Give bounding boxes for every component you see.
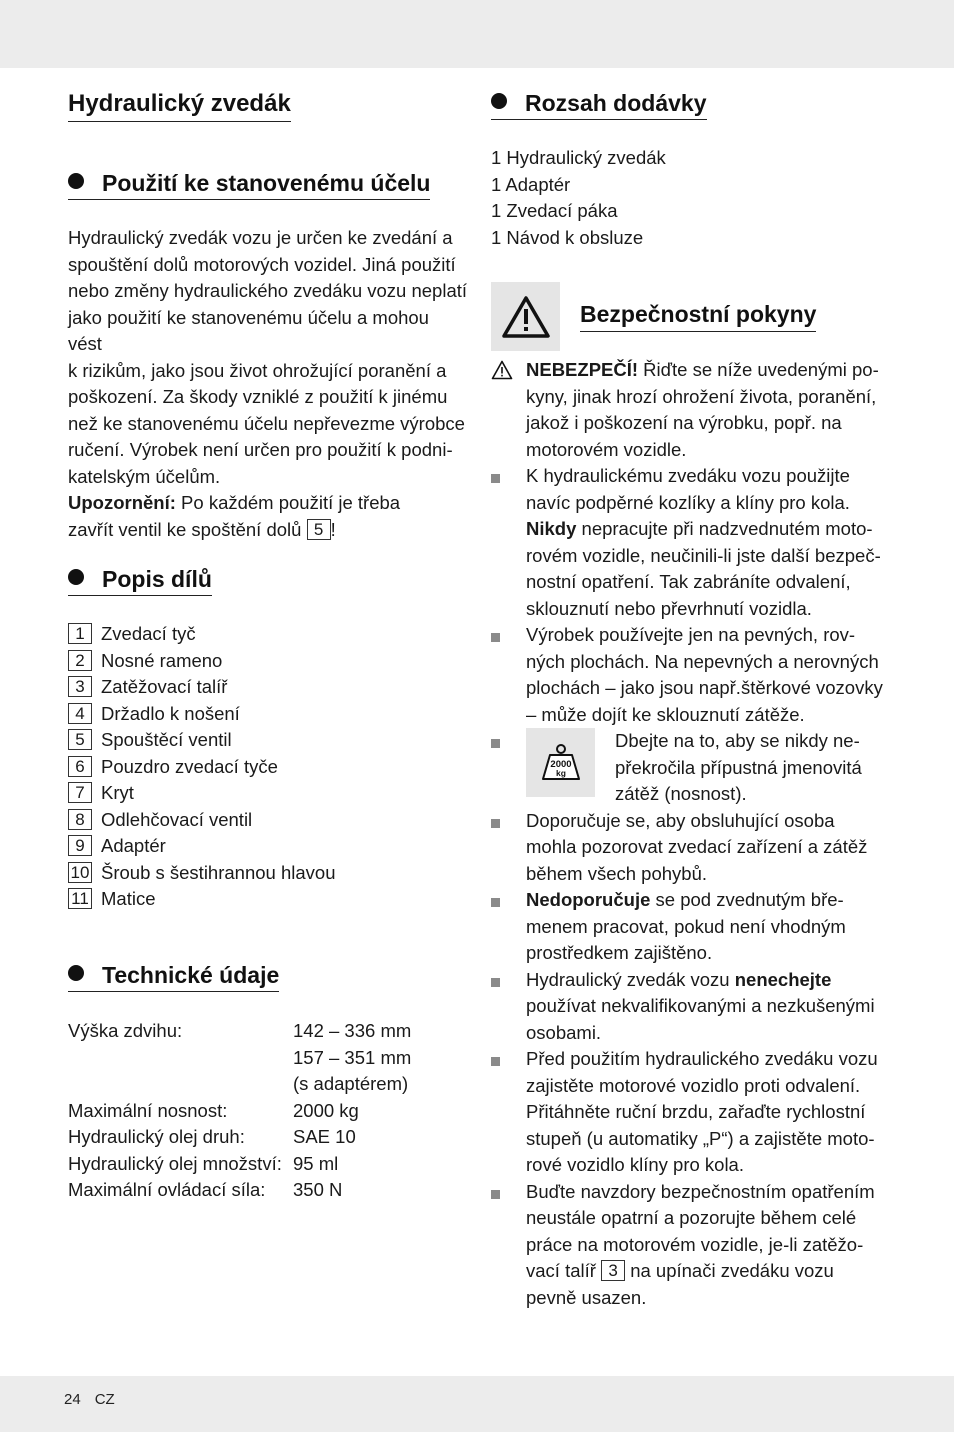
list-item: 2 Nosné rameno (68, 648, 335, 675)
weight-2000kg-icon (526, 728, 595, 797)
list-item: Výrobek používejte jen na pevných, rov- ných plochách. Na nepevných a nerovných plochách – jako jsou např.štěrkové vozovky – může dojít ke sklouznutí zátěže. (491, 622, 891, 728)
square-bullet-icon (491, 1190, 500, 1199)
warning-small-icon (491, 360, 513, 380)
bottom-band (0, 1376, 954, 1432)
list-item: 3 Zatěžovací talíř (68, 674, 335, 701)
list-item: 4 Držadlo k nošení (68, 701, 335, 728)
list-item: 1 Návod k obsluze (491, 226, 644, 248)
list-item: 11 Matice (68, 886, 335, 913)
safety-list (491, 357, 891, 1311)
page-title: Hydraulický zvedák (68, 90, 291, 122)
top-band (0, 0, 954, 68)
list-item: Buďte navzdory bezpečnostním opatřením neustále opatrní a pozorujte během celé práce na motorovém vozidle, je-li zatěžo- vací talíř 3 na upínači zvedáku vozu pevně usazen. (491, 1179, 891, 1312)
square-bullet-icon (491, 633, 500, 642)
list-item: Doporučuje se, aby obsluhující osoba mohla pozorovat zvedací zařízení a zátěž během všech pohybů. (491, 808, 891, 888)
table-row: Maximální nosnost: 2000 kg (68, 1099, 359, 1121)
svg-text:kg: kg (555, 767, 566, 778)
table-row: Hydraulický olej druh: SAE 10 (68, 1126, 356, 1147)
list-item: 7 Kryt (68, 780, 335, 807)
list-item: 1 Hydraulický zvedák (491, 147, 666, 168)
table-row: Maximální ovládací síla: 350 N (68, 1179, 343, 1200)
list-item: Hydraulický zvedák vozu nenechejte používat nekvalifikovanými a nezkušenými osobami. (491, 967, 891, 1047)
tech-table (68, 1018, 460, 1204)
safety-header (491, 282, 816, 351)
list-item: 6 Pouzdro zvedací tyče (68, 754, 335, 781)
usage-heading: Použití ke stanovenému účelu (68, 170, 430, 200)
usage-note: Upozornění: Po každém použití je třeba (68, 492, 401, 513)
safety-heading: Bezpečnostní pokyny (580, 301, 816, 331)
list-item: 1 Zvedací páka (491, 200, 618, 221)
bullet-icon (68, 173, 84, 189)
table-row: Výška zdvihu: 142 – 336 mm (68, 1020, 412, 1041)
list-item: 10 Šroub s šestihrannou hlavou (68, 860, 335, 887)
page-number: 24 (64, 1391, 81, 1408)
table-row: Hydraulický olej množství: 95 ml (68, 1152, 339, 1174)
square-bullet-icon (491, 978, 500, 987)
parts-heading: Popis dílů (68, 566, 212, 596)
bullet-icon (68, 965, 84, 981)
delivery-list (491, 145, 666, 251)
svg-text:2000: 2000 (549, 758, 572, 770)
table-row: 157 – 351 mm (293, 1046, 412, 1068)
list-item: Před použitím hydraulického zvedáku vozu zajistěte motorové vozidlo proti odvalení. Přitáhněte ruční brzdu, zařaďte rychlostní stupeň (u automatiky „P“) a zajistěte moto- rové vozidlo klíny pro kola. (491, 1046, 891, 1179)
square-bullet-icon (491, 819, 500, 828)
list-item: 2000 kg Dbejte na to, aby se nikdy ne- překročila přípustná jmenovitá zátěž (nosnost). (491, 728, 891, 808)
table-row: (s adaptérem) (293, 1073, 409, 1094)
warning-triangle-icon (491, 282, 560, 351)
language-code: CZ (94, 1391, 115, 1408)
tech-heading: Technické údaje (68, 962, 279, 992)
bullet-icon (68, 569, 84, 585)
bullet-icon (491, 93, 507, 109)
list-item: 5 Spouštěcí ventil (68, 727, 335, 754)
list-item: 1 Zvedací tyč (68, 621, 335, 648)
list-item: 9 Adaptér (68, 833, 335, 860)
list-item: K hydraulickému zvedáku vozu použijte navíc podpěrné kozlíky a klíny pro kola. Nikdy nepracujte při nadzvednutém moto- rovém vozidle, neučinili-li jste další bezpeč- nostní opatření. Tak zabráníte odvalení, sklouznutí nebo převrhnutí vozidla. (491, 463, 891, 622)
list-item: 8 Odlehčovací ventil (68, 807, 335, 834)
part-ref-box: 3 (601, 1260, 625, 1281)
delivery-heading: Rozsah dodávky (491, 90, 707, 120)
part-ref-box: 5 (307, 519, 331, 540)
square-bullet-icon (491, 898, 500, 907)
danger-notice: NEBEZPEČÍ! Řiďte se níže uvedenými po- kyny, jinak hrozí ohrožení života, poranění, jakož i poškození na výrobku, popř. na motorovém vozidle. (491, 357, 891, 463)
usage-text: Hydraulický zvedák vozu je určen ke zvedání a spouštění dolů motorových vozidel. Jiná použití nebo změny hydraulického zvedáku vozu neplatí jako použití ke stanovenému účelu a mohou vést k rizikům, jako jsou život ohrožující poranění a poškození. Za škody vzniklé z použití k jinému než ke stanovenému účelu nepřevezme výrobce ručení. Výrobek není určen pro použití k podni- katelským účelům. Upozornění: Po každém použití je třeba zavřít ventil ke spoštění dolů 5 ! (68, 227, 468, 540)
page-footer (64, 1391, 129, 1408)
square-bullet-icon (491, 739, 500, 748)
square-bullet-icon (491, 474, 500, 483)
square-bullet-icon (491, 1057, 500, 1066)
parts-list (68, 621, 335, 913)
list-item: Nedoporučuje se pod zvednutým bře- menem pracovat, pokud není vhodným prostředkem zajištěno. (491, 887, 891, 967)
list-item: 1 Adaptér (491, 173, 571, 195)
